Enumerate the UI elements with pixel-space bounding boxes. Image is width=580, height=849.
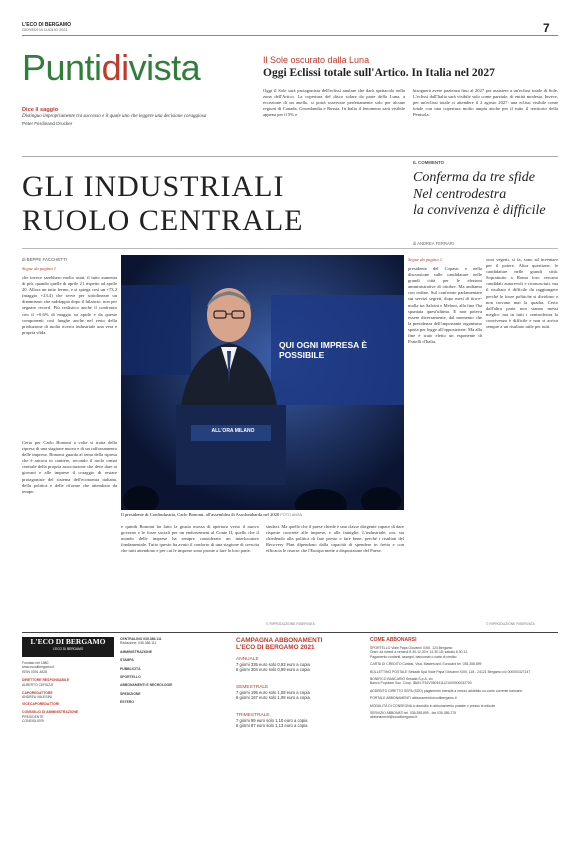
main-col-3: e quindi Bonomi ha fatto la giusta mossa di apertura verso il nuovo governo e le forze sociali per un endorsement al Conte II, quello che il mondo delle imprese ha sempre considerato un interlocutore fondamentale. Tutto questo ha avuto il conforto di una stagione di crescita che tutti attendono e per cui le imprese sono pronte a fare la loro parte. [121, 524, 259, 554]
commento-continued: Segue da pagina 1 [408, 257, 443, 262]
section-title [22, 48, 200, 88]
campaign-semestrale-row: 7 giorni 195 euro solo 1,08 euro a copia [236, 689, 310, 695]
campaign-annuale-label: ANNUALE [236, 657, 259, 662]
footer-centro [120, 637, 230, 705]
campaign-title-2: L'ECO DI BERGAMO 2021 [236, 644, 315, 651]
footer-info-line: VICECAPOREDATTORI [22, 701, 60, 706]
come-row: BONIFICO BANCARIO Sesaab S.p.A. c/c [370, 677, 433, 682]
main-footer-note: © RIPRODUZIONE RISERVATA [266, 622, 315, 626]
footer-rule [22, 632, 558, 633]
commento-footer-note: © RIPRODUZIONE RISERVATA [486, 622, 535, 626]
campaign-semestrale-label: SEMESTRALE [236, 684, 269, 690]
photo-credit: FOTO ANSA [280, 513, 303, 517]
footer-info-line: DIRETTORE RESPONSABILE [22, 678, 70, 683]
come-row: Banco Popolare Soc. Coop. IBAN IT61V0503411121000000032700 [370, 681, 472, 686]
section-title-part1: Punti [22, 47, 102, 88]
footer-info-line: CAPOREDATTORE [22, 691, 53, 696]
footer-centro-line: Redazione: 035.386.111 [120, 641, 157, 646]
come-row: CARTA DI CREDITO Cartasì, Visa, Mastercard, Eurocard tel. 035.358.899 [370, 662, 482, 667]
header-rule [22, 35, 558, 36]
come-row: BOLLETTINO POSTALE Sesaab SpA Viale Papa Giovanni XXIII, 118 - 24121 Bergamo c/c 000000327247 [370, 669, 531, 674]
eclipse-headline: Oggi Eclissi totale sull'Artico. In Italia nel 2027 [263, 67, 495, 79]
come-row: Orari: da lunedì a venerdì 8.30-12.30 e 14.30-18; sabato 8.30-12. [370, 650, 469, 655]
section-rule [22, 156, 558, 157]
eclipse-col-1: Oggi il Sole sarà protagonista dell'eclissi anulare che darà spettacolo nella zona dell'Artico. La copertura del disco solare da parte della Luna, a eccezione di un anello, si potrà osservare perfettamente solo per alcune regioni di Canada, Groenlandia e Russia. In Italia il fenomeno sarà visibile appena per il 5% e [263, 88, 405, 118]
photo-backdrop-text: QUI OGNI IMPRESA È POSSIBILE [279, 340, 368, 360]
footer-centro-line: ESTERO [120, 700, 134, 705]
main-headline [22, 170, 412, 238]
photo-caption [121, 512, 404, 519]
commento-col-2: vuoi vegetti, si fa, sono ad inventare per il potere. Altra questione, le candidature nelle grandi città. Soprattutto a Roma loro cercano candidati autorevoli e riconosciuti, ma il risultato è difficile da raggiungere perché le forze politiche si dividono e non trovano mai la quadra. Certo dall'altra parte non stanno messi meglio: ma in tutti i centrodestra la convivenza è difficile e non si arriva sempre a un risultato utile per tutti. [486, 257, 558, 330]
campaign-trimestrale-row: 7 giorni 99 euro solo 1,10 euro a copia [236, 717, 308, 723]
campaign-trimestrale-label: TRIMESTRALE [236, 712, 270, 718]
main-headline-line-1: GLI INDUSTRIALI [22, 170, 285, 203]
commento-label: IL COMMENTO [413, 160, 445, 165]
commento-headline [413, 170, 563, 220]
footer-info [22, 661, 117, 723]
come-label: COME ABBONARSI [370, 637, 417, 643]
footer-centro-line: CENTRALINO 035.386.111 [120, 637, 162, 641]
article-photo [121, 255, 404, 510]
footer-info-line: Fondato nel 1880 [22, 661, 49, 665]
footer-info-line: ISSN 0391-4828 [22, 669, 48, 674]
campaign-trimestrale-row: 6 giorni 87 euro solo 1,13 euro a copia [236, 723, 308, 729]
photo-illustration [121, 255, 404, 510]
campaign-title-1: CAMPAGNA ABBONAMENTI [236, 637, 323, 644]
campaign-annuale-row: 6 giorni 304 euro solo 0,99 euro a copia [236, 667, 310, 673]
come-row: MODALITÀ DI CONSEGNA a domicilio in abbonamento postale o presso le edicole [370, 703, 496, 708]
footer-centro-line: PUBBLICITÀ [120, 666, 141, 671]
campaign-box [236, 637, 364, 728]
footer-logo-line-2: L'ECO DI BERGAMO [52, 647, 84, 651]
issue-date: GIOVEDÌ 10 LUGLIO 2021 [22, 28, 68, 32]
come-row: abbonamenti@ecodibergamo.it [370, 715, 418, 720]
footer-info-line: www.ecodibergamo.it [22, 665, 55, 670]
masthead: L'ECO DI BERGAMO [22, 22, 71, 28]
footer-info-line: PRESIDENTE [22, 714, 44, 719]
footer-centro-line: STAMPA [120, 658, 134, 663]
commento-headline-line-1: Conferma da tre sfide [413, 170, 535, 185]
commento-headline-line-2: Nel centrodestra [413, 186, 507, 202]
come-row: Pagamento contanti, assegni, bancomat o carta di credito [370, 654, 457, 659]
come-abbonarsi [370, 637, 558, 720]
footer-centro-line: AMMINISTRAZIONE [120, 649, 153, 654]
quote-text: Distinguo impropriamente tra successo e il quale uno che leggere una decisione coraggiosa [22, 114, 207, 119]
footer-info-line: CONSIGLIERI [22, 719, 44, 724]
come-row: SERVIZIO ABBONATI tel. 035.358.899 - fax 035.385.275 [370, 711, 457, 716]
page-number: 7 [543, 21, 550, 35]
section-title-part3: vista [128, 47, 201, 88]
commento-byline: di ANDREA FERRARI [413, 241, 454, 246]
footer-logo-line-1: L'ECO DI BERGAMO [30, 637, 106, 646]
footer-info-line: CONSIGLIO DI AMMINISTRAZIONE [22, 710, 79, 715]
main-body-rule [22, 248, 558, 249]
come-row: ADDEBITO DIRETTO SEPA (SDD) pagamento mensile a mezzo addebito su conto corrente bancario [370, 688, 523, 693]
main-col-2: Certo per Carlo Bonomi a volte si tratta della ripresa di una stagione nuova e di un rafforzamento delle imprese. Bonomi guarda al tema della ripresa che è ancora in cantiere, secondo il ruolo ormai centrale della propria associazione che deve dare ai giovani e alle imprese il coraggio di restare protagoniste del sistema dell'economia italiana, della politica e delle riforme che attendono da tempo. [22, 440, 117, 494]
campaign-annuale-row: 7 giorni 335 euro solo 0,93 euro a copia [236, 662, 310, 667]
campaign-semestrale-row: 6 giorni 167 euro solo 1,08 euro a copia [236, 695, 310, 701]
come-row: PORTALE ABBONAMENTI abbonamenti.ecodibergamo.it [370, 696, 457, 701]
footer-centro-line: SPEDIZIONE [120, 691, 141, 696]
footer-centro-line: SPORTELLO [120, 675, 141, 680]
footer-logo [22, 637, 114, 657]
eclipse-col-2: bisognerà avere pazienza fino al 2027 per assistere a un'eclissi totale di Sole. L'eclissi dall'Italia sarà visibile solo come parziale, di entità modesta. Invece, per un'eclissi totale ci attendere il 2 agosto 2027: una eclissi visibile come totale con una copertura molto ampia anche per il tutto il territorio della Penisola. [413, 88, 558, 118]
quote-box [22, 107, 222, 126]
main-col-4: sindaci. Ma quello che il paese chiede è una classe dirigente capace di dare risposte concrete alle imprese, e alle famiglie. L'industriale, ora, sta chiedendo alla politica di fare presto e fare bene, perché i risultati del Recovery Plan dipendono dalla capacità di spendere in fretta e con efficacia le risorse che l'Europa mette a disposizione del Paese. [266, 524, 404, 554]
commento-col-1: presidente del Copasir e nella discussione sulle candidature nelle grandi città per le elezioni amministrative di ottobre. Ma andiamo con ordine. Sul confronto parlamentare sui servizi segreti, dopo mesi di tira-e-molla tra Salvini e Meloni, alla fine l'ha spuntata quest'ultima. E non poteva essere diversamente, dal momento che la presidenza dell'importante organismo spetta per legge all'opposizione. Ma alla fine è stato eletto un esponente di Fratelli d'Italia. [408, 266, 482, 345]
section-title-part2: di [101, 47, 129, 88]
quote-author: Peter Ferdinand Drucker [22, 121, 73, 127]
footer-info-line: ANDREA VALESINI [22, 695, 52, 700]
commento-headline-line-3: la convivenza è difficile [413, 203, 546, 218]
quote-label: Dice il saggio [22, 107, 59, 113]
eclipse-kicker: Il Sole oscurato dalla Luna [263, 55, 370, 65]
photo-caption-text: Il presidente di Confindustria, Carlo Bonomi, all'assemblea di Assolombarda nel 2020 [121, 512, 280, 517]
main-col-1: che invece sarebbero molto usati, il tutto aumenta di più, quando quelle di aprile 21 rispetto ad aprile 20. Allora un tutto fermo, e si spiega così un +73,2 (maggio +23,4) che serve per sottolineare un dinamismo che raddoppia dopo il bilancio, non per segnare record. Più realistico anche il confronto con il +0,6% di maggio su aprile e da queste componenti così lunghe anche nel resto della produzione di molta ricerca industriale una vera e propria sfida. [22, 275, 117, 335]
main-byline: di BEPPE FACCHETTI [22, 257, 67, 262]
main-continued: Segue da pagina 1 [22, 266, 57, 271]
footer-centro-line: ABBONAMENTI E NECROLOGIE [120, 683, 173, 688]
come-row: SPORTELLO Viale Papa Giovanni XXIII, 124 Bergamo [370, 646, 453, 650]
main-headline-line-2: RUOLO CENTRALE [22, 204, 304, 237]
photo-lectern-text: ALL'ORA MILANO [211, 428, 255, 434]
footer-info-line: ALBERTO CERUZZI [22, 682, 54, 687]
